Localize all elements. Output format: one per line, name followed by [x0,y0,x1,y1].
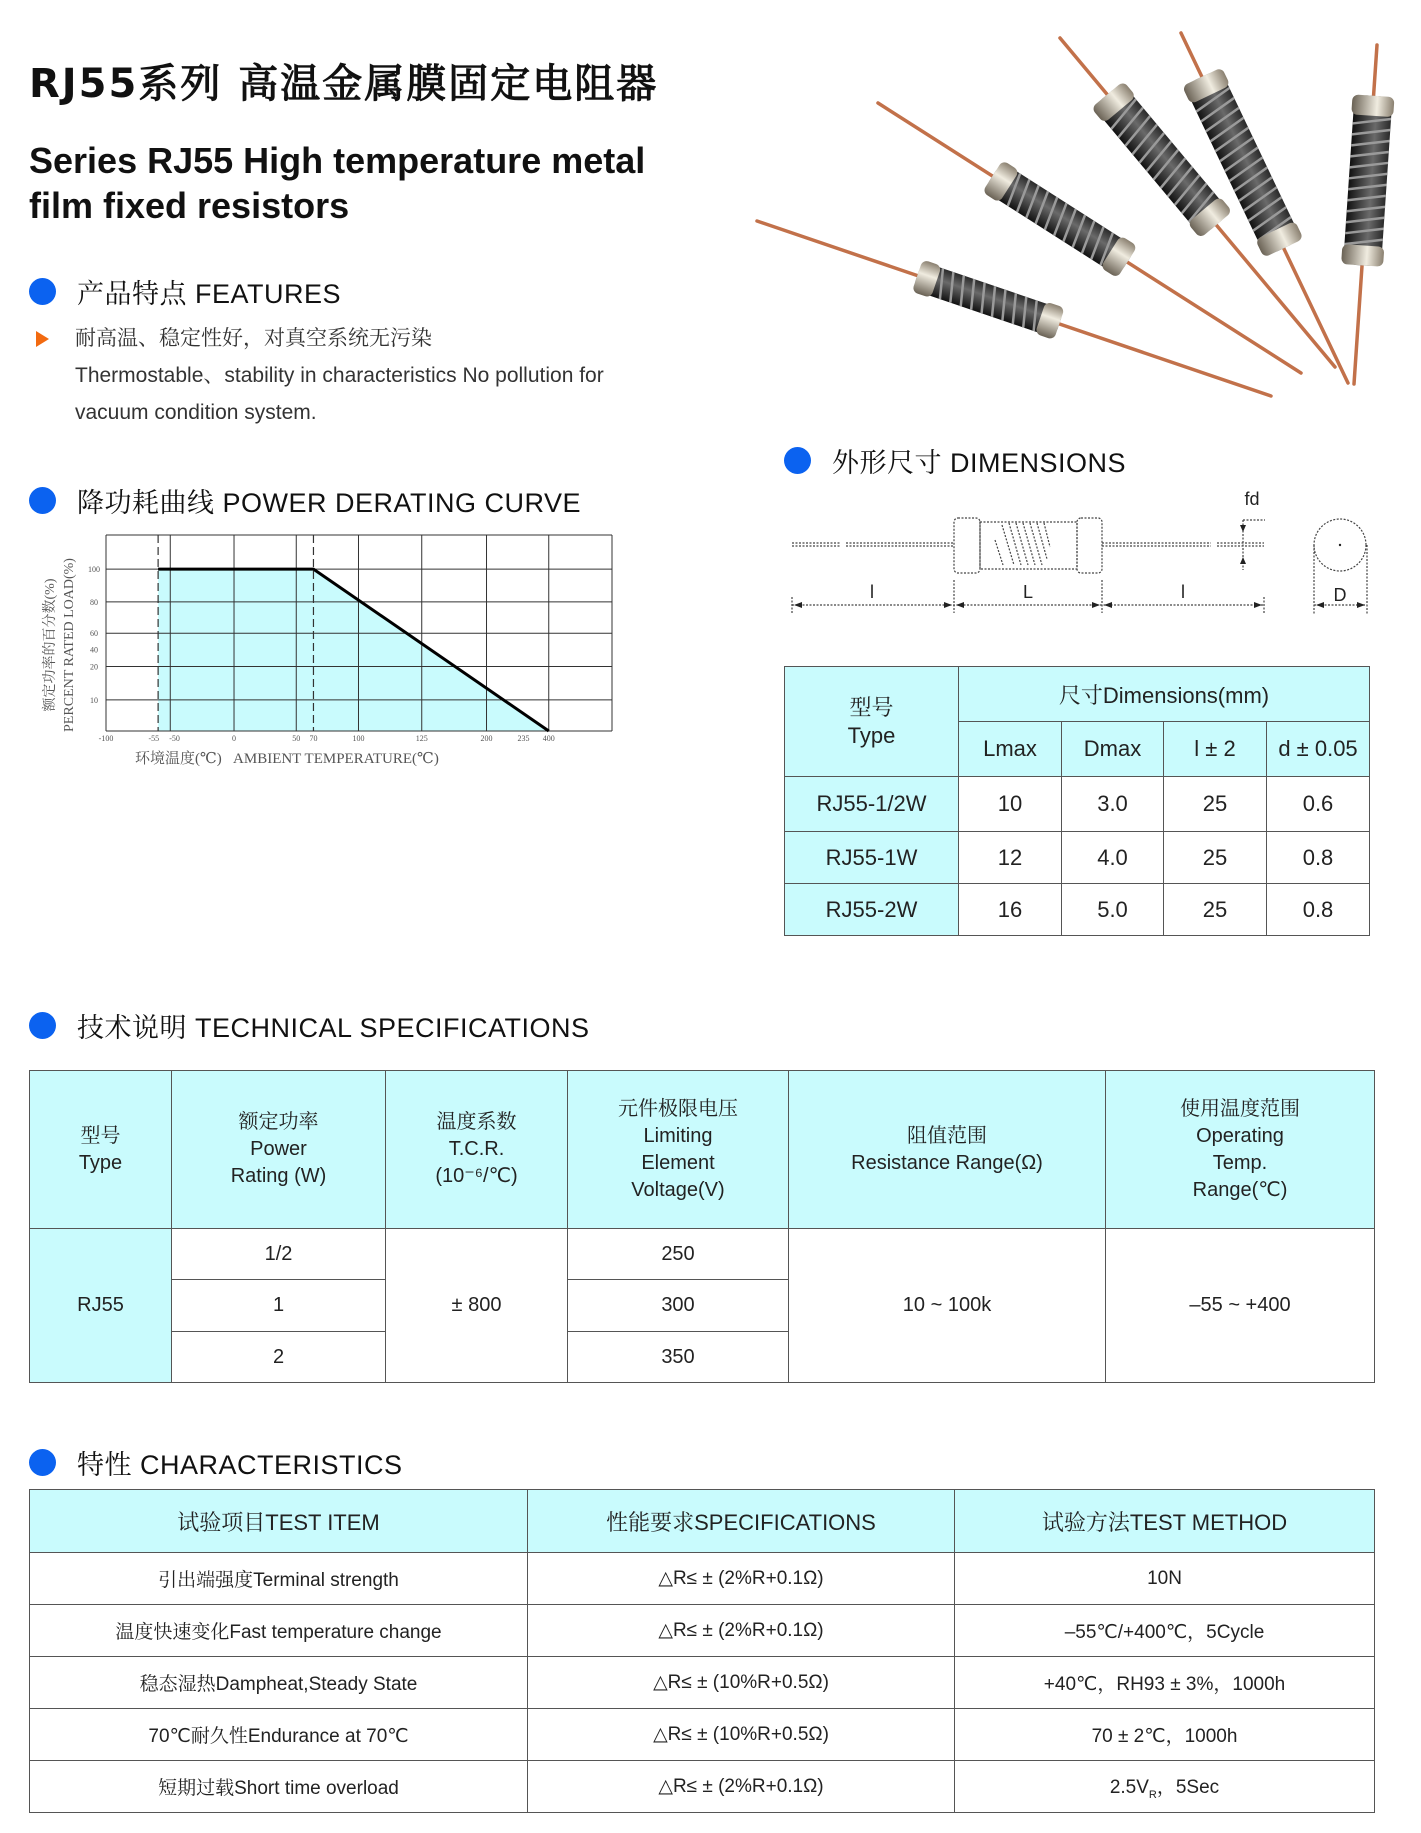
method-cell: –55℃/+400℃，5Cycle [955,1605,1375,1657]
section-bullet-icon [29,278,56,305]
section-bullet-icon [29,487,56,514]
title-en-line1: Series RJ55 High temperature metal [29,140,646,181]
tech-col-header [789,1071,1106,1229]
y-tick-label: 10 [90,695,98,705]
method-rest: ，5Sec [1156,1777,1220,1799]
tech-col-header [172,1071,386,1229]
method-cell [955,1761,1375,1813]
x-tick-label: 70 [309,734,318,743]
section-bullet-icon [29,1012,56,1039]
header-line: (10⁻⁶/℃) [435,1165,518,1187]
page-title-en [29,138,645,228]
characteristics-table [29,1489,1375,1813]
label-l-left: l [870,582,874,602]
resistor-body [980,522,1077,569]
characteristics-heading [29,1443,403,1482]
x-tick-label: -50 [169,734,180,743]
x-tick-label: 235 [517,734,530,743]
voltage-cell: 350 [568,1332,789,1383]
chart-ylabel-en: PERCENT RATED LOAD(%) [62,558,77,732]
tech-col-header [386,1071,568,1229]
dim-type-cell: RJ55-1W [785,832,959,884]
end-cap-left [954,518,980,573]
voltage-cell: 300 [568,1280,789,1332]
char-table-row [30,1657,1375,1709]
tech-heading-text: 技术说明 TECHNICAL SPECIFICATIONS [77,1013,590,1043]
characteristics-heading-text: 特性 CHARACTERISTICS [77,1450,403,1480]
dim-value-cell: 25 [1164,884,1267,936]
test-item-cell: 70℃耐久性Endurance at 70℃ [30,1709,528,1761]
tech-type-cell: RJ55 [30,1229,172,1383]
tech-heading [29,1006,590,1045]
label-L: L [1022,582,1034,602]
char-table-row [30,1605,1375,1657]
feature-cn: 耐高温、稳定性好，对真空系统无污染 [75,327,432,350]
dim-table-row [785,777,1370,832]
x-tick-label: 100 [352,734,365,743]
dim-value-cell: 12 [959,832,1062,884]
header-line: T.C.R. [448,1138,505,1160]
x-tick-label: 400 [542,734,555,743]
page-title-cn: RJ55系列 高温金属膜固定电阻器 [29,61,659,107]
resistance-cell: 10 ~ 100k [789,1229,1106,1383]
derating-area [158,569,549,731]
resistor-image [1333,44,1398,386]
resistor-image [1044,25,1351,381]
spec-cell: △R≤ ± (10%R+0.5Ω) [528,1709,955,1761]
power-cell: 1/2 [172,1229,386,1280]
spec-cell: △R≤ ± (2%R+0.1Ω) [528,1605,955,1657]
feature-en-line2: vacuum condition system. [75,401,317,424]
header-line: Voltage(V) [631,1178,725,1201]
power-cell: 1 [172,1280,386,1332]
header-line: 型号 [80,1124,121,1147]
dim-type-cell: RJ55-2W [785,884,959,936]
dim-col-header: Lmax [959,722,1062,777]
method-sub: R [1148,1788,1157,1801]
chart-xlabel: 环境温度(℃) AMBIENT TEMPERATURE(℃) [135,751,439,767]
tech-col-header [30,1071,172,1229]
test-item-cell: 引出端强度Terminal strength [30,1553,528,1605]
type-cn: 型号 [849,694,894,720]
dim-table-row [785,884,1370,936]
type-en: Type [847,722,896,748]
dim-col-header: d ± 0.05 [1267,722,1370,777]
header-line: 额定功率 [238,1111,319,1133]
char-table-row [30,1553,1375,1605]
tcr-cell: ± 800 [386,1229,568,1383]
resistor-product-photo [740,20,1421,410]
label-fd: fd [1244,489,1260,509]
dim-header-type [785,667,959,777]
header-line: Operating [1196,1124,1284,1147]
dim-value-cell: 0.8 [1267,832,1370,884]
test-item-cell: 短期过载Short time overload [30,1761,528,1813]
label-l-right: l [1181,582,1185,602]
char-table-row [30,1709,1375,1761]
header-line: Type [78,1151,123,1174]
y-tick-label: 40 [90,645,98,655]
section-bullet-icon [29,1449,56,1476]
dim-value-cell: 25 [1164,832,1267,884]
dim-type-cell: RJ55-1/2W [785,777,959,832]
section-bullet-icon [784,447,811,474]
dimensions-table [784,666,1370,936]
dim-value-cell: 25 [1164,777,1267,832]
x-tick-label: -55 [148,734,160,743]
end-cap-right [1077,518,1102,573]
char-col-header: 性能要求SPECIFICATIONS [528,1490,955,1553]
features-heading [29,272,341,311]
derating-heading [29,481,581,520]
dimensions-heading-text: 外形尺寸 DIMENSIONS [832,448,1127,478]
header-line: 阻值范围 [907,1124,987,1147]
dim-value-cell: 5.0 [1062,884,1164,936]
header-line: Element [641,1151,715,1174]
feature-item [75,320,604,431]
header-line: Temp. [1212,1151,1268,1174]
method-main: 2.5V [1109,1777,1149,1799]
dim-value-cell: 16 [959,884,1062,936]
tech-col-header [1106,1071,1375,1229]
x-tick-label: 125 [415,734,428,743]
dimensions-heading [784,441,1126,480]
header-line: Resistance Range(Ω) [851,1151,1043,1174]
tech-col-header [568,1071,789,1229]
dim-value-cell: 0.6 [1267,777,1370,832]
dim-col-header: l ± 2 [1164,722,1267,777]
power-cell: 2 [172,1332,386,1383]
chart-ylabel-cn: 额定功率的百分数(%) [43,578,58,712]
x-tick-label: -100 [98,734,114,743]
method-cell: 70 ± 2℃，1000h [955,1709,1375,1761]
header-line: 温度系数 [436,1111,517,1133]
char-col-header: 试验项目TEST ITEM [30,1490,528,1553]
test-item-cell: 温度快速变化Fast temperature change [30,1605,528,1657]
spec-cell: △R≤ ± (10%R+0.5Ω) [528,1657,955,1709]
header-line: Power [250,1138,307,1160]
tech-spec-table [29,1070,1375,1383]
y-tick-label: 20 [90,662,98,672]
header-line: 元件极限电压 [618,1097,738,1120]
dim-table-row [785,832,1370,884]
spec-cell: △R≤ ± (2%R+0.1Ω) [528,1553,955,1605]
header-line: 使用温度范围 [1180,1097,1300,1120]
x-tick-label: 50 [292,734,301,743]
header-line: Rating (W) [230,1165,327,1187]
dim-value-cell: 3.0 [1062,777,1164,832]
method-cell: +40℃，RH93 ± 3%，1000h [955,1657,1375,1709]
dim-value-cell: 10 [959,777,1062,832]
power-derating-chart [30,525,630,775]
dim-col-header: Dmax [1062,722,1164,777]
x-tick-label: 0 [232,734,237,743]
temp-range-cell: –55 ~ +400 [1106,1229,1375,1383]
dim-value-cell: 4.0 [1062,832,1164,884]
derating-heading-text: 降功耗曲线 POWER DERATING CURVE [77,488,582,518]
dim-value-cell: 0.8 [1267,884,1370,936]
y-tick-label: 100 [88,565,100,575]
header-line: Limiting [643,1124,713,1147]
char-col-header: 试验方法TEST METHOD [955,1490,1375,1553]
triangle-bullet-icon [36,331,49,347]
method-cell: 10N [955,1553,1375,1605]
features-heading-text: 产品特点 FEATURES [77,279,342,309]
y-tick-label: 60 [90,629,98,639]
test-item-cell: 稳态湿热Dampheat,Steady State [30,1657,528,1709]
feature-en-line1: Thermostable、stability in characteristics No pollution for [75,364,604,387]
y-tick-label: 80 [90,597,98,607]
dimension-diagram [780,485,1380,625]
spec-cell: △R≤ ± (2%R+0.1Ω) [528,1761,955,1813]
x-tick-label: 200 [480,734,493,743]
voltage-cell: 250 [568,1229,789,1280]
title-en-line2: film fixed resistors [29,185,350,226]
label-D: D [1333,585,1347,605]
header-line: Range(℃) [1192,1178,1288,1201]
dim-header-group: 尺寸Dimensions(mm) [959,667,1370,722]
char-table-row [30,1761,1375,1813]
